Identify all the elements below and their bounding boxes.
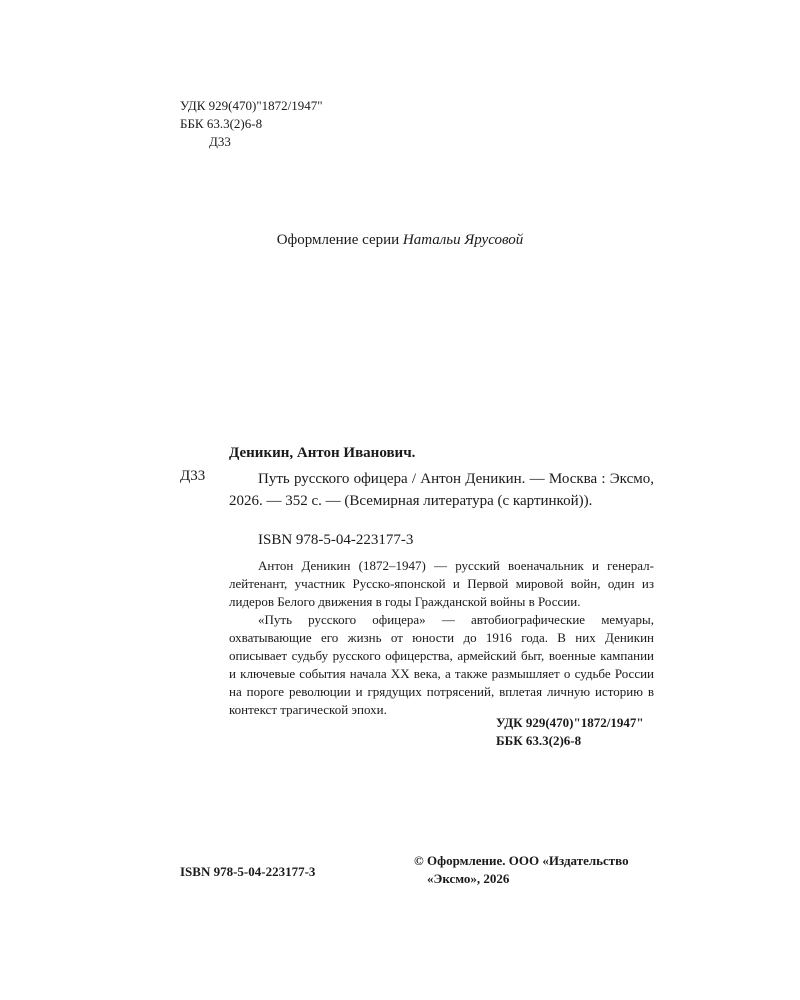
udk-code: УДК 929(470)"1872/1947"	[180, 98, 323, 113]
bibliographic-record: Путь русского офицера / Антон Деникин. — Москва : Эксмо, 2026. — 352 с. — (Всемирная литература (с картинкой)).	[229, 471, 654, 509]
series-design-credit	[0, 232, 800, 249]
classification-codes	[496, 714, 644, 750]
annotation	[229, 557, 654, 719]
annotation-paragraph-2: «Путь русского офицера» — автобиографические мемуары, охватывающие его жизнь от юности до 1916 года. В них Деникин описывает судьбу русского офицерства, армейский быт, военные кампании и ключевые события начала XX века, а также размышляет о судьбе России на пороге революции и грядущих потрясений, вплетая личную историю в контекст трагической эпохи.	[229, 612, 654, 717]
udk-code-right: УДК 929(470)"1872/1947"	[496, 715, 644, 730]
bibliographic-author: Деникин, Антон Иванович.	[229, 445, 416, 461]
top-classification-codes	[180, 97, 323, 151]
author-mark: Д33	[209, 134, 231, 149]
copyright-line-1: © Оформление. ООО «Издательство	[414, 853, 629, 868]
bbk-code: ББК 63.3(2)6-8	[180, 116, 263, 131]
bibliographic-author-mark: Д33	[180, 468, 206, 484]
annotation-paragraph-1: Антон Деникин (1872–1947) — русский военачальник и генерал-лейтенант, участник Русско-японской и Первой мировой войн, один из лидеров Белого движения в годы Гражданской войны в России.	[229, 558, 654, 609]
footer-isbn: ISBN 978-5-04-223177-3	[180, 864, 316, 879]
bbk-code-right: ББК 63.3(2)6-8	[496, 733, 582, 748]
bibliographic-isbn: ISBN 978-5-04-223177-3	[258, 532, 414, 548]
series-designer: Натальи Ярусовой	[402, 232, 524, 248]
copyright-line-2: «Эксмо», 2026	[427, 871, 510, 886]
series-prefix: Оформление серии	[276, 232, 403, 248]
copyright-notice	[414, 852, 629, 888]
